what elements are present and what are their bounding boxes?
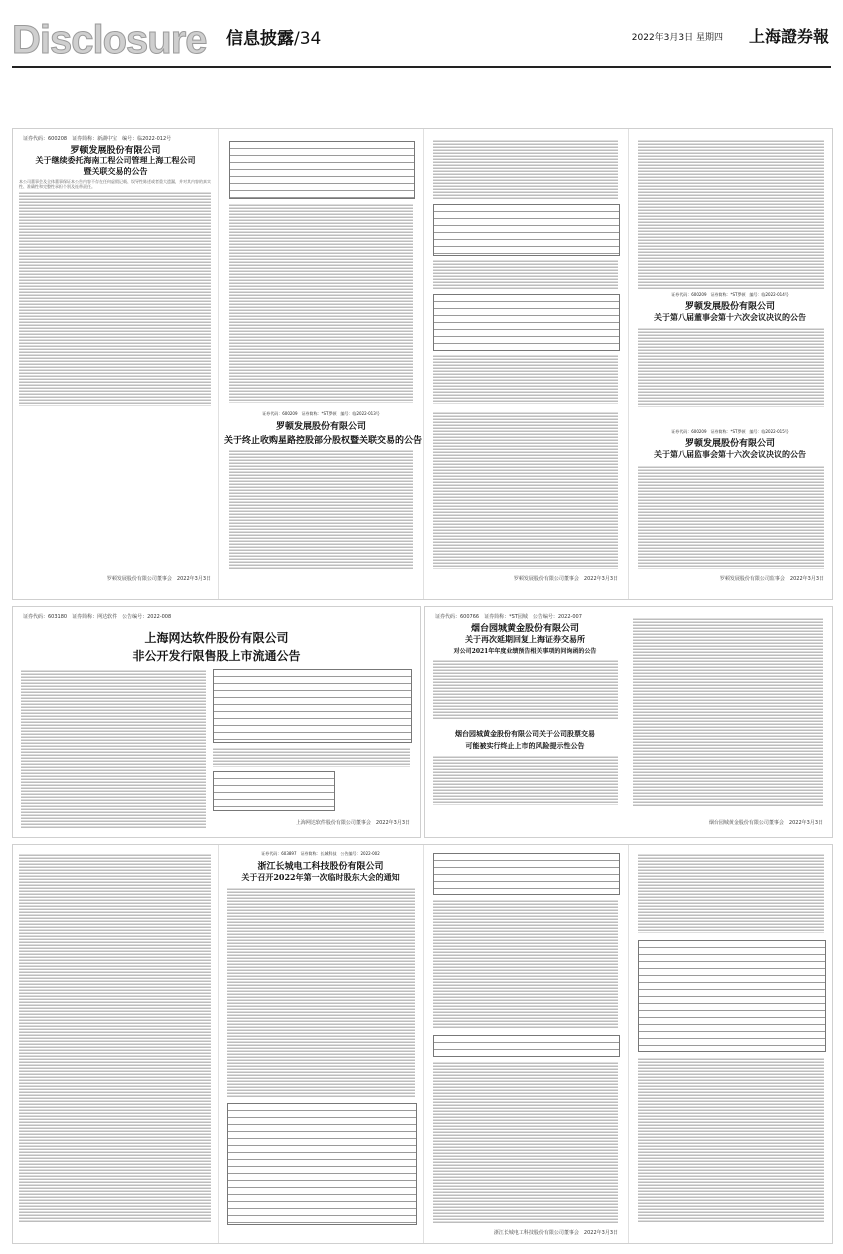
proxy-form-text — [638, 1057, 824, 1223]
company-name: 罗顿发展股份有限公司 — [275, 422, 366, 432]
notice-body-text — [229, 449, 413, 569]
notice-body-text — [433, 139, 618, 199]
notice-title: 关于继续委托海南工程公司管理上海工程公司 — [35, 155, 196, 165]
notice-block-yuancheng — [424, 606, 833, 838]
agenda-table — [227, 1103, 417, 1225]
notice-body-text — [638, 327, 824, 407]
header-rule — [12, 66, 831, 68]
data-table — [229, 141, 415, 199]
notice-block-wangda — [12, 606, 421, 838]
notice-intro: 本公司董事会及全体董事保证本公告内容不存在任何虚假记载、误导性陈述或者重大遗漏，并对其内容的真实性、准确性和完整性承担个别及连带责任。 — [19, 179, 211, 189]
notice-code: 证券代码：600209 证券简称：*ST罗顿 编号：临2022-013号 — [262, 411, 380, 416]
data-table — [433, 204, 620, 256]
notice-title: 关于第八届监事会第十六次会议决议的公告 — [654, 449, 806, 459]
notice-block-roton — [12, 128, 833, 600]
company-name: 烟台园城黄金股份有限公司 — [470, 624, 579, 634]
notice-body-text — [19, 191, 211, 406]
section-name: 信息披露 — [226, 29, 294, 49]
notice-title: 可能被实行终止上市的风险提示性公告 — [465, 741, 585, 750]
notice-signature: 罗顿发展股份有限公司监事会 2022年3月3日 — [719, 576, 824, 582]
notice-body-text — [433, 659, 618, 719]
notice-title: 关于终止收购星路控股部分股权暨关联交易的公告 — [223, 436, 422, 446]
notice-body-text — [433, 411, 618, 569]
notice-signature: 上海网达软件股份有限公司董事会 2022年3月3日 — [295, 820, 410, 826]
proxy-form-text — [638, 853, 824, 933]
masthead-logo: Disclosure — [12, 18, 207, 62]
notice-title: 关于召开2022年第一次临时股东大会的通知 — [241, 872, 400, 882]
notice-code: 证券代码：603897 证券简称：长城科技 公告编号：2022-002 — [261, 851, 380, 856]
notice-body-text — [433, 259, 618, 289]
notice-body-text — [638, 139, 824, 289]
page-number: /34 — [294, 29, 322, 49]
notice-title: 非公开发行限售股上市流通公告 — [132, 649, 301, 663]
company-name: 上海网达软件股份有限公司 — [144, 631, 289, 645]
notice-title-line2: 暨关联交易的公告 — [83, 166, 148, 176]
notice-body-text — [21, 669, 206, 829]
notice-code: 证券代码：600208 证券简称：新湖中宝 编号：临2022-012号 — [23, 136, 172, 142]
notice-body-text — [19, 853, 211, 1223]
notice-body-text — [433, 354, 618, 404]
notice-body-text — [433, 899, 618, 1029]
notice-signature: 罗顿发展股份有限公司董事会 2022年3月3日 — [106, 576, 211, 582]
company-name: 罗顿发展股份有限公司 — [684, 439, 775, 449]
section-title — [226, 24, 321, 49]
notice-body-text — [227, 887, 415, 1097]
notice-body-text — [633, 617, 823, 807]
notice-title: 关于再次延期回复上海证券交易所 — [465, 634, 585, 644]
issue-date: 2022年3月3日 星期四 — [631, 33, 723, 43]
company-name: 罗顿发展股份有限公司 — [684, 302, 775, 312]
notice-code: 证券代码：600766 证券简称：*ST园城 公告编号：2022-007 — [435, 614, 582, 620]
notice-body-text — [638, 465, 824, 569]
notice-block-changcheng — [12, 844, 833, 1244]
newspaper-name: 上海證券報 — [748, 27, 829, 46]
data-table — [213, 771, 335, 811]
notice-code: 证券代码：600209 证券简称：*ST罗顿 编号：临2022-015号 — [671, 429, 789, 434]
data-table — [433, 1035, 620, 1057]
data-table — [433, 294, 620, 351]
agenda-table — [433, 853, 620, 895]
notice-body-text — [433, 1061, 618, 1223]
company-name: 罗顿发展股份有限公司 — [70, 146, 161, 156]
notice-signature: 罗顿发展股份有限公司董事会 2022年3月3日 — [513, 576, 618, 582]
page-header — [0, 0, 843, 75]
notice-signature: 烟台园城黄金股份有限公司董事会 2022年3月3日 — [708, 820, 823, 826]
notice-title: 关于第八届董事会第十六次会议决议的公告 — [654, 312, 806, 322]
proxy-form-table — [638, 940, 826, 1052]
notice-code: 证券代码：603180 证券简称：网达软件 公告编号：2022-008 — [23, 614, 172, 620]
company-name: 烟台园城黄金股份有限公司关于公司股票交易 — [455, 729, 595, 738]
data-table — [213, 669, 412, 743]
notice-code: 证券代码：600209 证券简称：*ST罗顿 编号：临2022-014号 — [671, 292, 789, 297]
company-name: 浙江长城电工科技股份有限公司 — [257, 862, 384, 872]
notice-body-text — [433, 755, 618, 805]
notice-signature: 浙江长城电工科技股份有限公司董事会 2022年3月3日 — [493, 1230, 618, 1236]
notice-title-line2: 对公司2021年年度业绩预告相关事项的问询函的公告 — [453, 648, 597, 655]
notice-body-text — [213, 747, 410, 767]
notice-body-text — [229, 203, 413, 403]
